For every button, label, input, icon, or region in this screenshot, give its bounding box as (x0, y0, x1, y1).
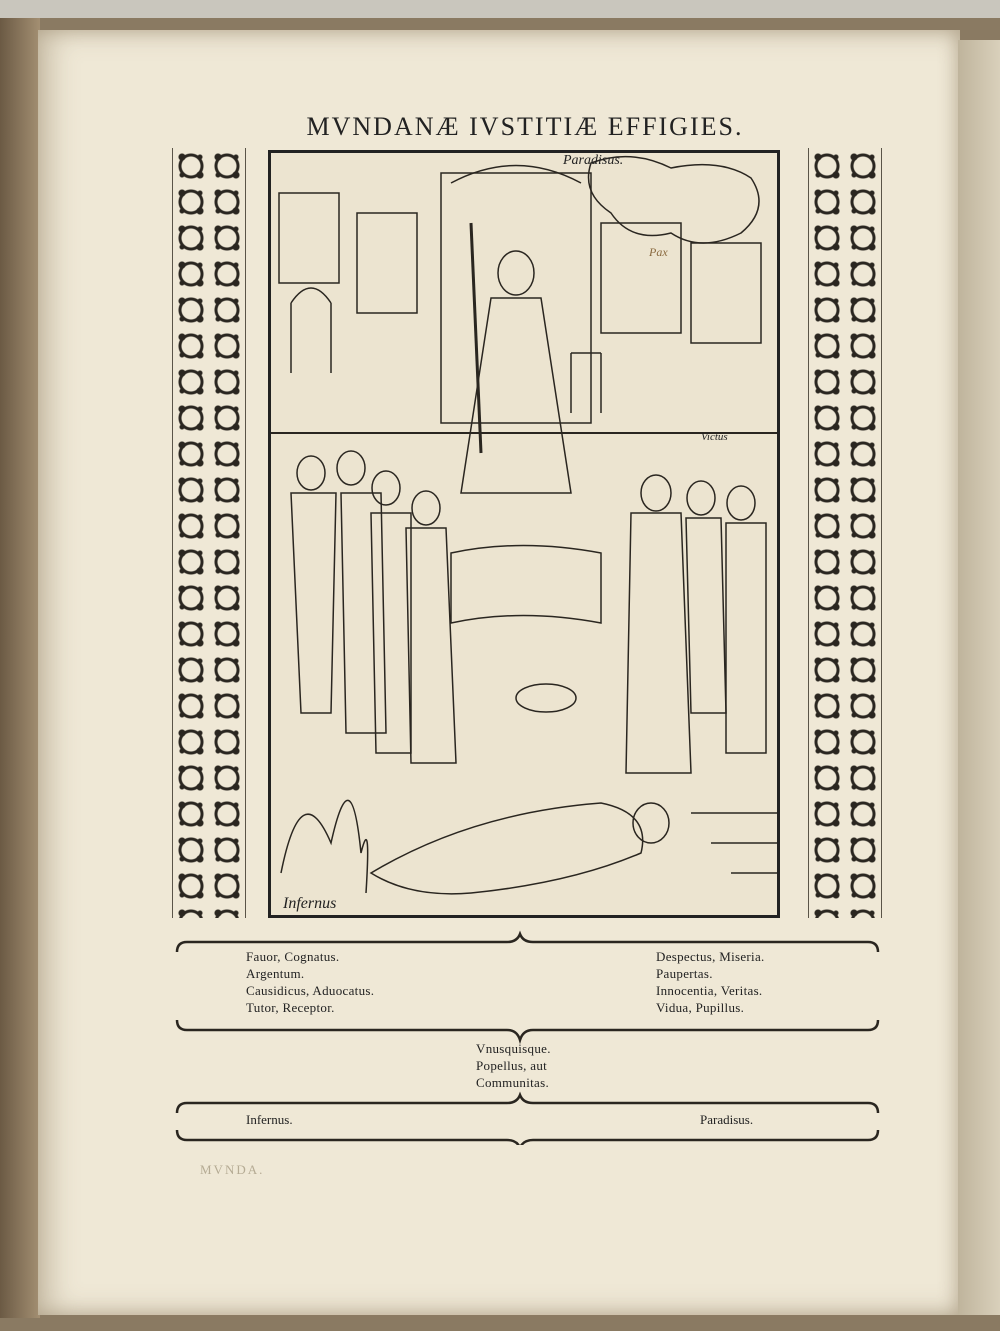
throne-canopy (451, 166, 581, 184)
arch-gate (291, 288, 331, 373)
legend-item: Innocentia, Veritas. (656, 983, 763, 998)
book-spine-edge (0, 18, 40, 1318)
justice-head (498, 251, 534, 295)
legend-key (172, 930, 882, 1145)
figure-left-2 (341, 493, 386, 733)
reclining-man (371, 803, 643, 894)
building-right (601, 223, 681, 333)
legend-center-column (476, 1040, 551, 1091)
legend-item: Vnusquisque. (476, 1041, 551, 1056)
woodcut-drawing (271, 153, 777, 915)
scroll (451, 546, 601, 624)
label-victus: Victus (701, 431, 728, 443)
brace-lower-top (177, 1095, 878, 1113)
catchword: MVNDA. (200, 1162, 265, 1177)
legend-item: Vidua, Pupillus. (656, 1000, 745, 1015)
brace-middle (177, 1020, 878, 1040)
cloud (589, 157, 760, 243)
legend-paradisus: Paradisus. (700, 1112, 754, 1127)
figure-left-4 (406, 528, 456, 763)
ornamental-border-right (808, 148, 882, 918)
tower-left (279, 193, 339, 283)
legend-item: Paupertas. (656, 966, 713, 981)
figure-right-1 (626, 513, 691, 773)
legend-item: Despectus, Miseria. (656, 949, 765, 964)
building-left (357, 213, 417, 313)
figure-left-1 (291, 493, 336, 713)
legend-item: Popellus, aut (476, 1058, 548, 1073)
brace-bottom (177, 1130, 878, 1145)
hellfire (281, 800, 368, 893)
figure-left-3 (371, 513, 411, 753)
legend-item: Argentum. (246, 966, 305, 981)
tower-right (691, 243, 761, 343)
ornamental-border-left (172, 148, 246, 918)
legend-left-column (246, 948, 374, 1016)
legend-item: Causidicus, Aduocatus. (246, 983, 375, 998)
legend-item: Fauor, Cognatus. (246, 949, 340, 964)
woodcut-illustration (268, 150, 780, 918)
legend-item: Tutor, Receptor. (246, 1000, 335, 1015)
legend-right-column (656, 948, 765, 1016)
figure-right-3 (726, 523, 766, 753)
scales (571, 353, 601, 413)
figure-right-2 (686, 518, 726, 713)
label-pax: Pax (649, 245, 668, 259)
page-title: MVNDANÆ IVSTITIÆ EFFIGIES. (306, 112, 744, 141)
steps (691, 813, 777, 873)
legend-item: Communitas. (476, 1075, 549, 1090)
label-paradisus: Paradisus. (563, 153, 624, 168)
label-infernus: Infernus (283, 895, 337, 912)
legend-infernus: Infernus. (246, 1112, 293, 1127)
facing-page-edge (958, 40, 1000, 1315)
dog (516, 684, 576, 712)
